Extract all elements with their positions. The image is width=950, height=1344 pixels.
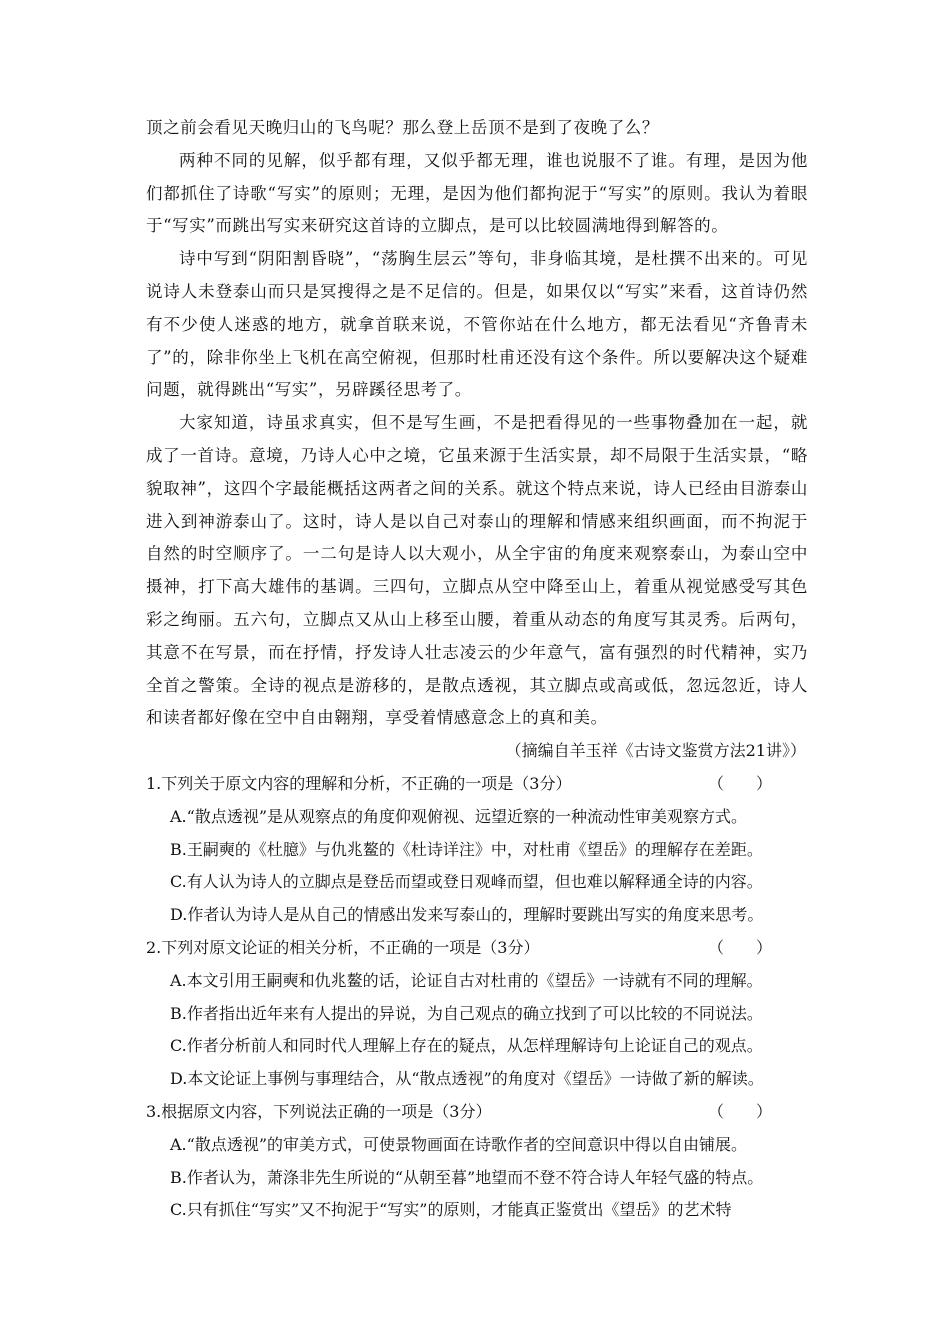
question-option: A.“散点透视”是从观察点的角度仰观俯视、远望近察的一种流动性审美观察方式。 (170, 806, 748, 826)
question-stem-text: 3.根据原文内容，下列说法正确的一项是（3分） (146, 1101, 492, 1121)
question-stem-text: 1.下列关于原文内容的理解和分析，不正确的一项是（3分） (146, 773, 572, 793)
question-1 (146, 768, 808, 932)
answer-blank: （ ） (707, 937, 772, 957)
article-paragraph: 顶之前会看见天晚归山的飞鸟呢？那么登上岳顶不是到了夜晚了么？ (146, 118, 659, 137)
question-2 (146, 932, 808, 1096)
question-option: C.只有抓住“写实”又不拘泥于“写实”的原则，才能真正鉴赏出《望岳》的艺术特 (170, 1200, 732, 1220)
question-stem (146, 1096, 808, 1129)
question-3 (146, 1096, 808, 1227)
question-option: D.本文论证上事例与事理结合，从“散点透视”的角度对《望岳》一诗做了新的解读。 (170, 1069, 764, 1089)
question-stem-text: 2.下列对原文论证的相关分析，不正确的一项是（3分） (146, 937, 540, 957)
article-paragraph: 诗中写到“阴阳割昏晓”，“荡胸生层云”等句，非身临其境，是杜撰不出来的。可见说诗人未登泰山而只是冥搜得之是不足信的。但是，如果仅以“写实”来看，这首诗仍然有不少使人迷惑的地方，就拿首联来说，不管你站在什么地方，都无法看见“齐鲁青未了”的，除非你坐上飞机在高空俯视，但那时杜甫还没有这个条件。所以要解决这个疑难问题，就得跳出“写实”，另辟蹊径思考了。 (146, 249, 808, 400)
answer-blank: （ ） (707, 773, 772, 793)
question-option: B.作者认为，萧涤非先生所说的“从朝至暮”地望而不登不符合诗人年轻气盛的特点。 (170, 1167, 764, 1187)
article-paragraph: 大家知道，诗虽求真实，但不是写生画，不是把看得见的一些事物叠加在一起，就成了一首诗。意境，乃诗人心中之境，它虽来源于生活实景，却不局限于生活实景，“略貌取神”，这四个字最能概括这两者之间的关系。就这个特点来说，诗人已经由目游泰山进入到神游泰山了。这时，诗人是以自己对泰山的理解和情感来组织画面，而不拘泥于自然的时空顺序了。一二句是诗人以大观小，从全宇宙的角度来观察泰山，为泰山空中摄神，打下高大雄伟的基调。三四句，立脚点从空中降至山上，着重从视觉感受写其色彩之绚丽。五六句，立脚点又从山上移至山腰，着重从动态的角度写其灵秀。后两句，其意不在写景，而在抒情，抒发诗人壮志凌云的少年意气，富有强烈的时代精神，实乃全首之警策。全诗的视点是游移的，是散点透视，其立脚点或高或低，忽远忽近，诗人和读者都好像在空中自由翱翔，享受着情感意念上的真和美。 (146, 413, 808, 728)
question-option: A.本文引用王嗣奭和仇兆鳌的话，论证自古对杜甫的《望岳》一诗就有不同的理解。 (170, 970, 763, 990)
answer-blank: （ ） (707, 1101, 772, 1121)
question-option: D.作者认为诗人是从自己的情感出发来写泰山的，理解时要跳出写实的角度来思考。 (170, 905, 764, 925)
question-stem (146, 768, 808, 801)
question-option: C.有人认为诗人的立脚点是登岳而望或登日观峰而望，但也难以解释通全诗的内容。 (170, 872, 763, 892)
question-list (146, 768, 808, 1227)
question-stem (146, 932, 808, 965)
article-paragraph: 两种不同的见解，似乎都有理，又似乎都无理，谁也说服不了谁。有理，是因为他们都抓住了诗歌“写实”的原则；无理，是因为他们都拘泥于“写实”的原则。我认为着眼于“写实”而跳出写实来研究这首诗的立脚点，是可以比较圆满地得到解答的。 (146, 150, 808, 236)
article-source: （摘编自羊玉祥《古诗文鉴赏方法21讲》） (505, 741, 806, 761)
question-option: C.作者分析前人和同时代人理解上存在的疑点，从怎样理解诗句上论证自己的观点。 (170, 1036, 763, 1056)
document-page (146, 112, 808, 1227)
question-option: B.作者指出近年来有人提出的异说，为自己观点的确立找到了可以比较的不同说法。 (170, 1003, 763, 1023)
question-option: B.王嗣奭的《杜臆》与仇兆鳌的《杜诗详注》中，对杜甫《望岳》的理解存在差距。 (170, 839, 763, 859)
question-option: A.“散点透视”的审美方式，可使景物画面在诗歌作者的空间意识中得以自由铺展。 (170, 1134, 748, 1154)
